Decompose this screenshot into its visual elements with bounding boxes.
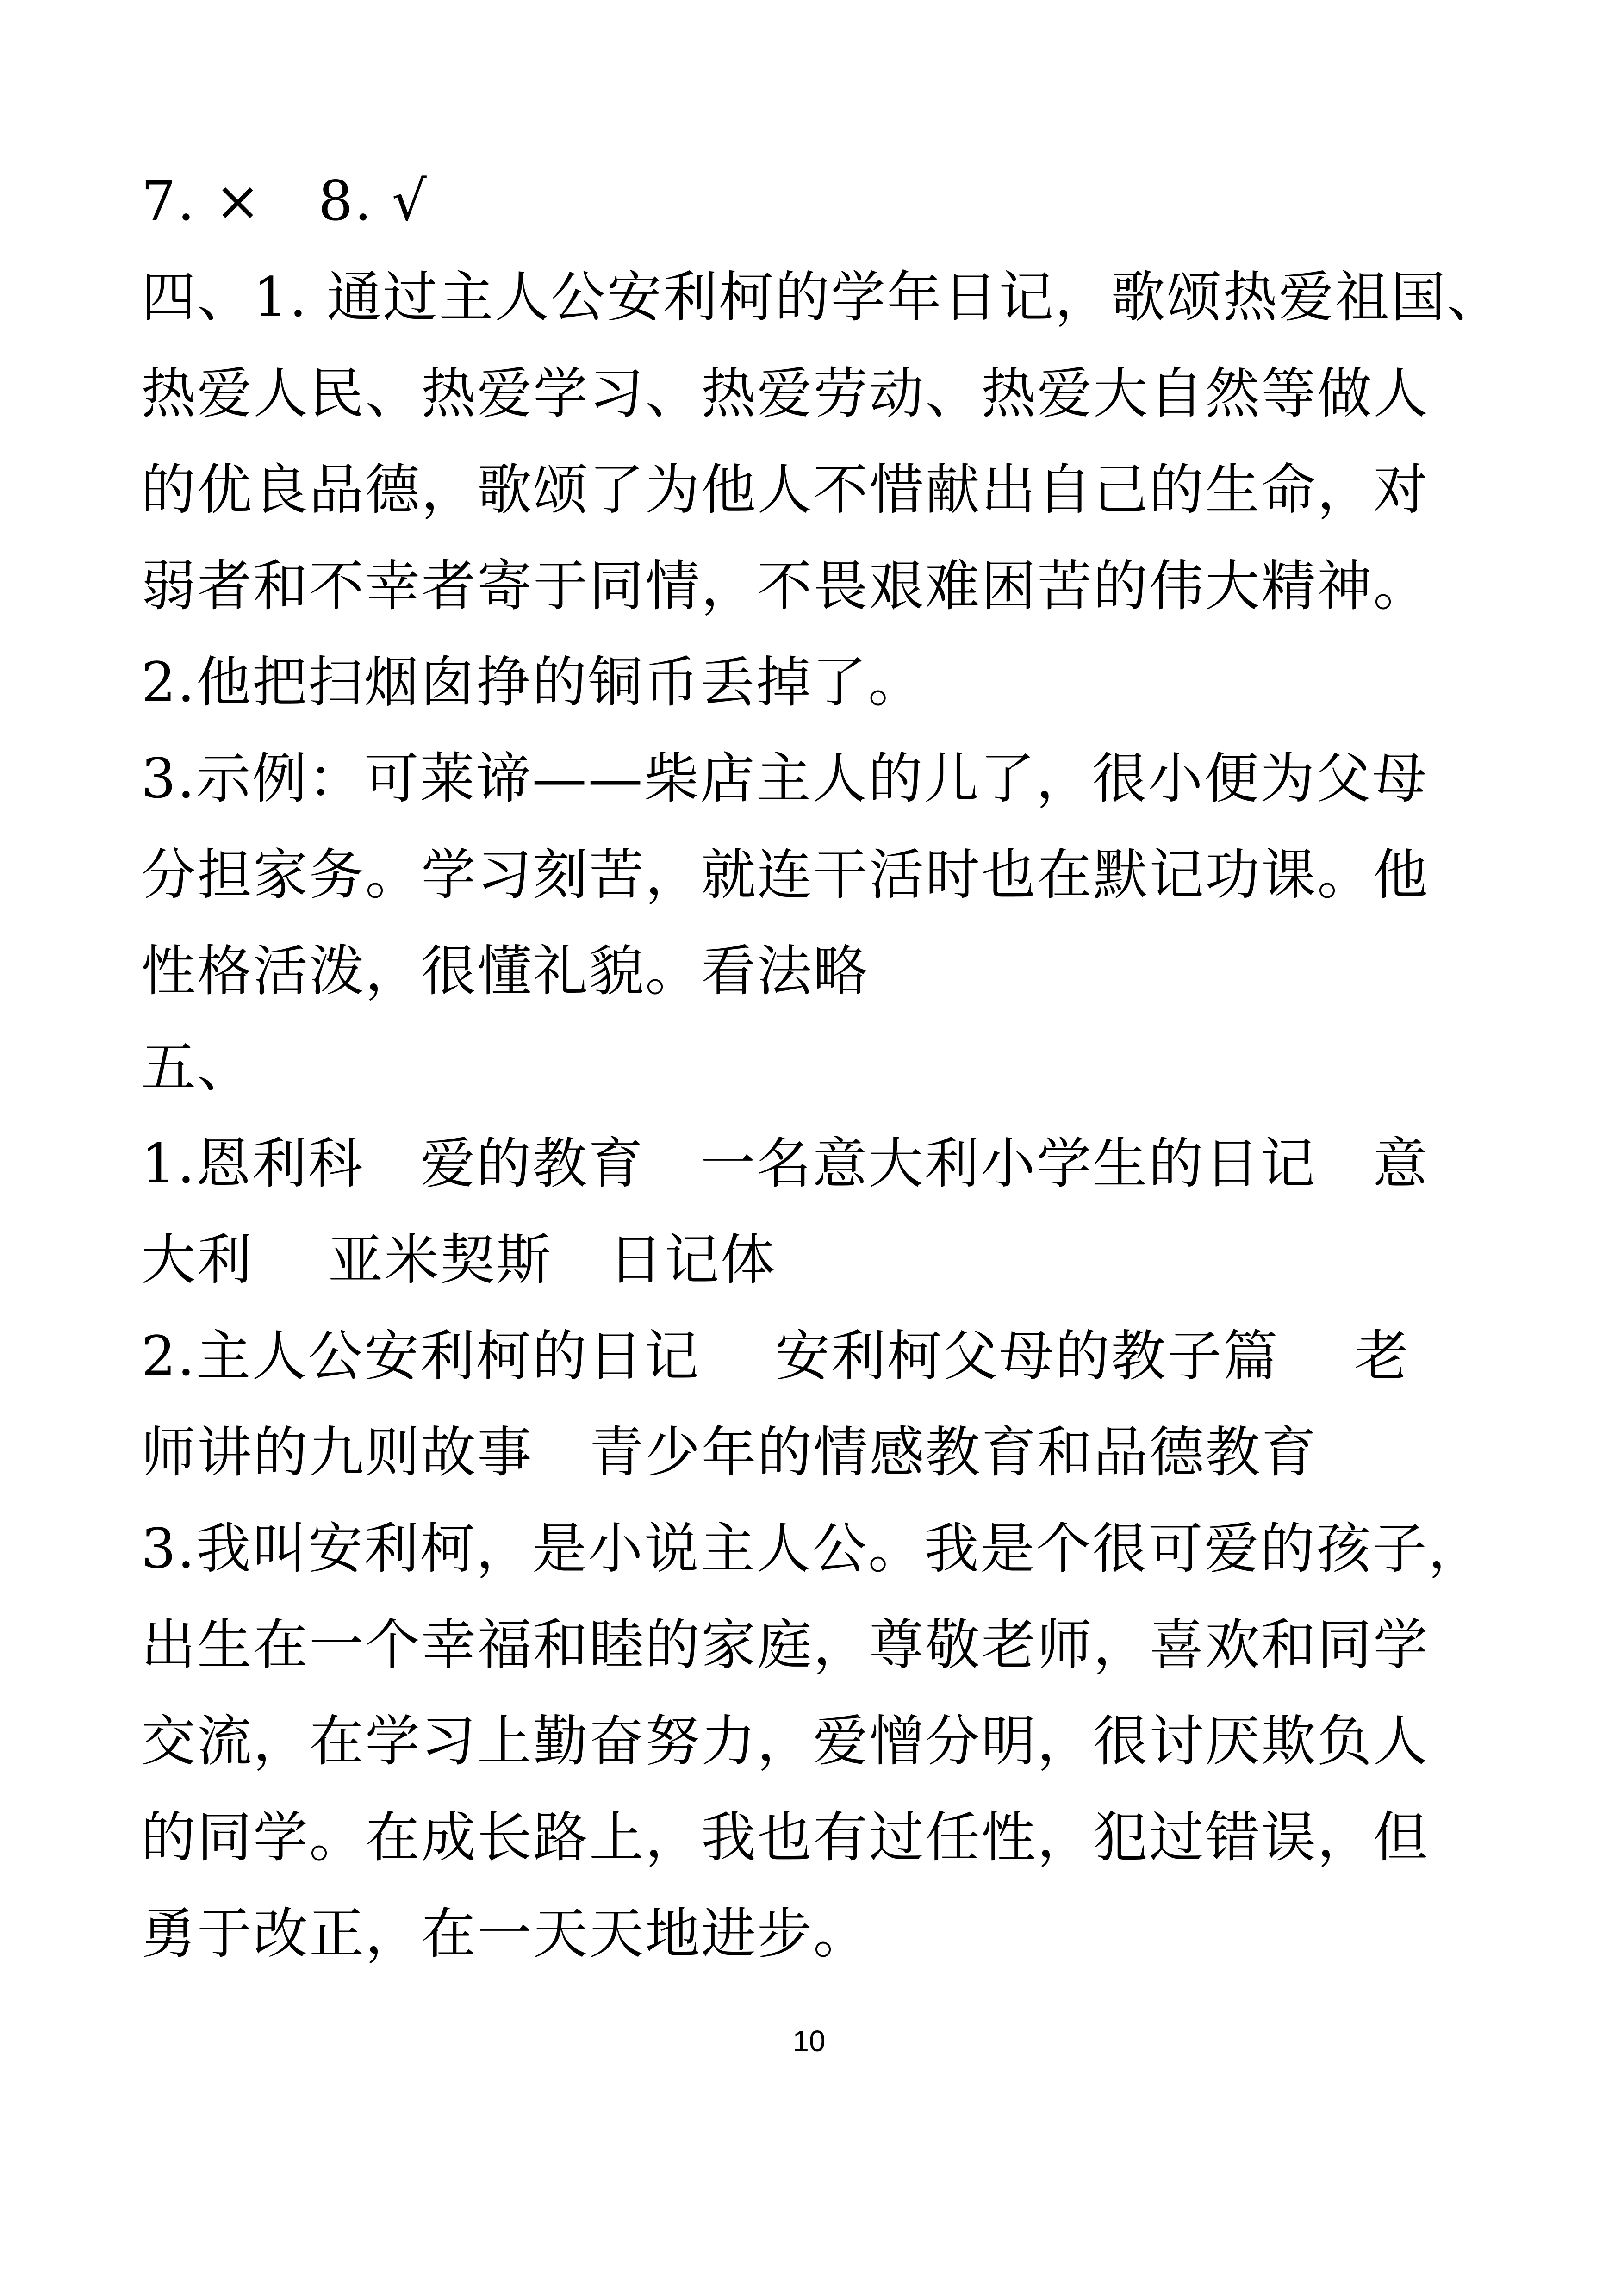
- section-five-heading: 五、: [141, 1035, 254, 1099]
- section-four-answer-1-line-2: 热爱人民、热爱学习、热爱劳动、热爱大自然等做人: [141, 361, 1430, 425]
- section-four-answer-1-line-1: 四、1. 通过主人公安利柯的学年日记，歌颂热爱祖国、: [141, 265, 1503, 329]
- section-five-answer-3-line-4: 的同学。在成长路上，我也有过任性，犯过错误，但: [141, 1805, 1430, 1869]
- section-five-answer-3-line-2: 出生在一个幸福和睦的家庭，尊敬老师，喜欢和同学: [141, 1613, 1430, 1677]
- section-five-answer-2-line-1: 2.主人公安利柯的日记 安利柯父母的教子篇 老: [141, 1324, 1410, 1388]
- section-five-answer-3-line-1: 3.我叫安利柯，是小说主人公。我是个很可爱的孩子，: [141, 1517, 1484, 1580]
- section-five-answer-3-line-3: 交流，在学习上勤奋努力，爱憎分明，很讨厌欺负人: [141, 1709, 1430, 1773]
- section-five-answer-2-line-2: 师讲的九则故事 青少年的情感教育和品德教育: [141, 1420, 1318, 1484]
- section-four-answer-1-line-3: 的优良品德，歌颂了为他人不惜献出自己的生命，对: [141, 458, 1430, 522]
- section-four-answer-2: 2.他把扫烟囱挣的铜币丢掉了。: [141, 650, 924, 714]
- section-five-answer-1-line-1: 1.恩利科 爱的教育 一名意大利小学生的日记 意: [141, 1132, 1429, 1195]
- section-four-answer-3-line-1: 3.示例：可莱谛——柴店主人的儿了，很小便为父母: [141, 747, 1428, 810]
- section-five-answer-3-line-5: 勇于改正，在一天天地进步。: [141, 1902, 870, 1966]
- section-five-answer-1-line-2: 大利 亚米契斯 日记体: [141, 1228, 777, 1292]
- answer-text-block: [141, 153, 1503, 1982]
- answer-line-7-8: 7. × 8. √: [141, 169, 428, 233]
- section-four-answer-3-line-3: 性格活泼，很懂礼貌。看法略: [141, 939, 870, 1003]
- section-four-answer-1-line-4: 弱者和不幸者寄于同情，不畏艰难困苦的伟大精神。: [141, 554, 1430, 618]
- page-number: 10: [792, 2024, 826, 2058]
- section-four-answer-3-line-2: 分担家务。学习刻苦，就连干活时也在默记功课。他: [141, 843, 1430, 907]
